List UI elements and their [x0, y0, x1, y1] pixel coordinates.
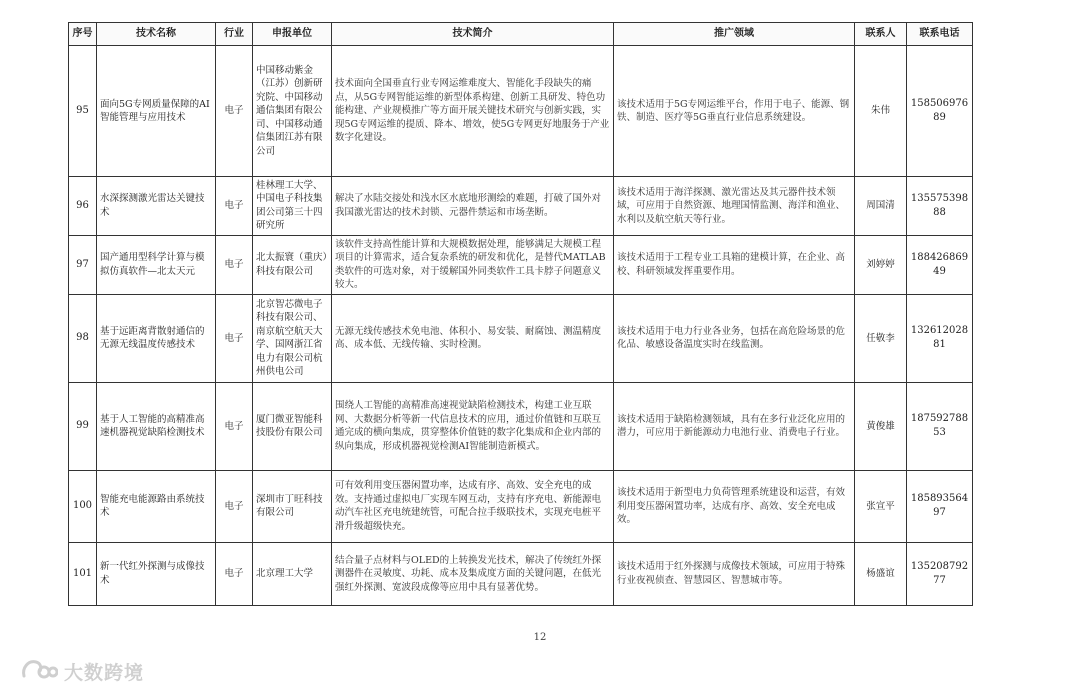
cell-serial: 100 [69, 470, 97, 542]
cell-tech-name: 水深探测激光雷达关键技术 [97, 177, 216, 236]
table-row [69, 235, 973, 294]
header-serial: 序号 [69, 23, 97, 46]
table-row [69, 382, 973, 470]
header-contact: 联系人 [855, 23, 907, 46]
cell-serial: 101 [69, 542, 97, 605]
cell-tech-name: 基于远距离背散射通信的无源无线温度传感技术 [97, 294, 216, 382]
cell-contact: 张宣平 [855, 470, 907, 542]
cell-phone: 18842686949 [907, 235, 973, 294]
cell-contact: 黄俊雄 [855, 382, 907, 470]
cell-promotion-field: 该技术适用于电力行业各业务，包括在高危险场景的危化品、敏感设备温度实时在线监测。 [614, 294, 855, 382]
cell-contact: 朱伟 [855, 46, 907, 177]
cell-industry: 电子 [216, 177, 253, 236]
table-row [69, 46, 973, 177]
header-tech-name: 技术名称 [97, 23, 216, 46]
cell-tech-intro: 无源无线传感技术免电池、体积小、易安装、耐腐蚀、测温精度高、成本低、无线传输、实时检测。 [332, 294, 614, 382]
cell-promotion-field: 该技术适用于工程专业工具箱的建模计算，在企业、高校、科研领域发挥重要作用。 [614, 235, 855, 294]
cell-promotion-field: 该技术适用于新型电力负荷管理系统建设和运营，有效利用变压器闲置功率，达成有序、高效、安全充电成效。 [614, 470, 855, 542]
cell-industry: 电子 [216, 294, 253, 382]
cell-tech-intro: 围绕人工智能的高精准高速视觉缺陷检测技术，构建工业互联网、大数据分析等新一代信息技术的应用，通过价值链和互联互通完成的横向集成，贯穿整体价值链的数字化集成和企业内部的纵向集成，形成机器视觉检测AI智能制造新模式。 [332, 382, 614, 470]
cell-phone: 13261202881 [907, 294, 973, 382]
cell-contact: 刘婷婷 [855, 235, 907, 294]
header-phone: 联系电话 [907, 23, 973, 46]
cell-tech-name: 面向5G专网质量保障的AI智能管理与应用技术 [97, 46, 216, 177]
cell-industry: 电子 [216, 470, 253, 542]
cell-applicant: 桂林理工大学、中国电子科技集团公司第三十四研究所 [253, 177, 332, 236]
table-row [69, 294, 973, 382]
cell-industry: 电子 [216, 46, 253, 177]
table-row [69, 470, 973, 542]
cell-promotion-field: 该技术适用于红外探测与成像技术领域，可应用于特殊行业夜视侦查、智慧园区、智慧城市等。 [614, 542, 855, 605]
cell-tech-intro: 解决了水陆交接处和浅水区水底地形测绘的难题，打破了国外对我国激光雷达的技术封锁、元器件禁运和市场垄断。 [332, 177, 614, 236]
cell-contact: 杨盛谊 [855, 542, 907, 605]
watermark-icon [20, 656, 58, 686]
cell-serial: 97 [69, 235, 97, 294]
cell-applicant: 深圳市丁旺科技有限公司 [253, 470, 332, 542]
cell-promotion-field: 该技术适用于海洋探测、激光雷达及其元器件技术领域，可应用于自然资源、地理国情监测、海洋和渔业、水利以及航空航天等行业。 [614, 177, 855, 236]
cell-phone: 13520879277 [907, 542, 973, 605]
cell-tech-name: 国产通用型科学计算与模拟仿真软件—北太天元 [97, 235, 216, 294]
cell-contact: 周国清 [855, 177, 907, 236]
cell-industry: 电子 [216, 235, 253, 294]
cell-applicant: 厦门微亚智能科技股份有限公司 [253, 382, 332, 470]
cell-phone: 13557539888 [907, 177, 973, 236]
technology-table [68, 22, 973, 606]
table-row [69, 177, 973, 236]
cell-industry: 电子 [216, 382, 253, 470]
cell-promotion-field: 该技术适用于缺陷检测领域，具有在多行业泛化应用的潜力，可应用于新能源动力电池行业、消费电子行业。 [614, 382, 855, 470]
cell-promotion-field: 该技术适用于5G专网运维平台，作用于电子、能源、钢铁、制造、医疗等5G垂直行业信息系统建设。 [614, 46, 855, 177]
cell-tech-intro: 结合量子点材料与OLED的上转换发光技术，解决了传统红外探测器件在灵敏度、功耗、成本及集成度方面的关键问题，在低光强红外探测、宽波段成像等应用中具有显著优势。 [332, 542, 614, 605]
header-tech-intro: 技术简介 [332, 23, 614, 46]
cell-tech-intro: 可有效利用变压器闲置功率，达成有序、高效、安全充电的成效。支持通过虚拟电厂实现车网互动，支持有序充电、新能源电动汽车社区充电统建统管，可配合拉手级联技术，实现充电桩平滑升级超级快充。 [332, 470, 614, 542]
cell-serial: 96 [69, 177, 97, 236]
cell-tech-name: 智能充电能源路由系统技术 [97, 470, 216, 542]
cell-tech-intro: 技术面向全国垂直行业专网运维难度大、智能化手段缺失的痛点，从5G专网智能运维的新型体系构建、创新工具研发、特色功能构建、产业规模推广等方面开展关键技术研究与创新实践，实现5G专网运维的提质、降本、增效，使5G专网更好地服务于产业数字化建设。 [332, 46, 614, 177]
cell-contact: 任敬李 [855, 294, 907, 382]
cell-serial: 98 [69, 294, 97, 382]
cell-industry: 电子 [216, 542, 253, 605]
cell-tech-intro: 该软件支持高性能计算和大规模数据处理，能够满足大规模工程项目的计算需求，适合复杂系统的研发和优化，是替代MATLAB类软件的可选对象，对于缓解国外同类软件工具卡脖子问题意义较大。 [332, 235, 614, 294]
cell-applicant: 中国移动紫金（江苏）创新研究院、中国移动通信集团有限公司、中国移动通信集团江苏有限公司 [253, 46, 332, 177]
cell-phone: 18759278853 [907, 382, 973, 470]
cell-serial: 99 [69, 382, 97, 470]
cell-applicant: 北太振寰（重庆）科技有限公司 [253, 235, 332, 294]
cell-applicant: 北京智芯微电子科技有限公司、南京航空航天大学、国网浙江省电力有限公司杭州供电公司 [253, 294, 332, 382]
cell-tech-name: 基于人工智能的高精准高速机器视觉缺陷检测技术 [97, 382, 216, 470]
table-header-row [69, 23, 973, 46]
table-row [69, 542, 973, 605]
cell-phone: 18589356497 [907, 470, 973, 542]
cell-phone: 15850697689 [907, 46, 973, 177]
header-industry: 行业 [216, 23, 253, 46]
cell-serial: 95 [69, 46, 97, 177]
header-promotion-field: 推广领域 [614, 23, 855, 46]
cell-tech-name: 新一代红外探测与成像技术 [97, 542, 216, 605]
watermark-text: 大数跨境 [64, 661, 145, 684]
header-applicant: 申报单位 [253, 23, 332, 46]
watermark-logo [20, 655, 144, 687]
cell-applicant: 北京理工大学 [253, 542, 332, 605]
page-number: 12 [533, 632, 547, 643]
